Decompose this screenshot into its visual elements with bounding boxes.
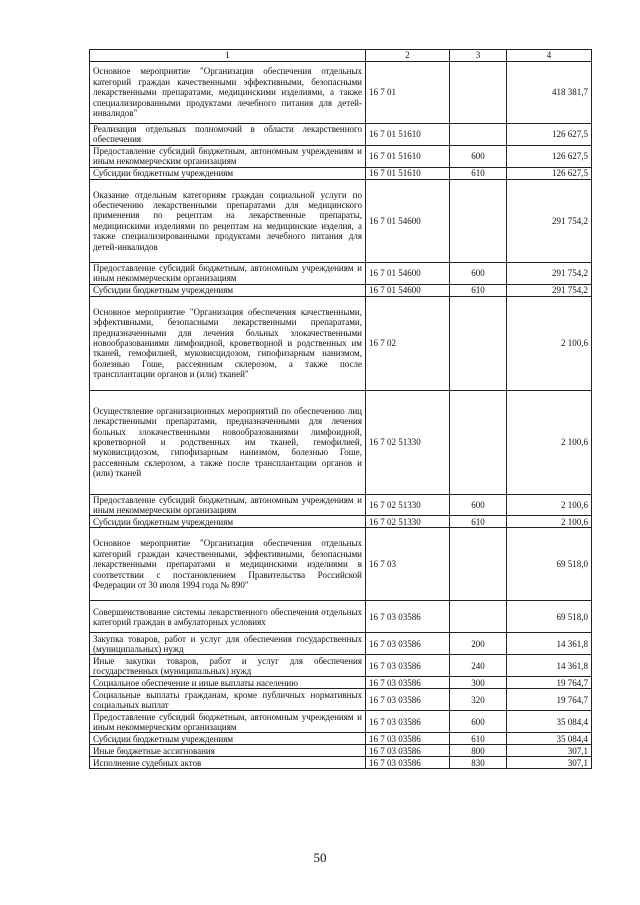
row-expense-type: 600	[450, 145, 507, 167]
row-code: 16 7 01	[366, 62, 450, 124]
row-expense-type	[450, 528, 507, 601]
row-code: 16 7 03 03586	[366, 689, 450, 711]
table-row	[90, 655, 592, 677]
row-name: Предоставление субсидий бюджетным, автономным учреждениям и иным некоммерческим организациям	[90, 262, 366, 284]
table-row	[90, 601, 592, 633]
row-code: 16 7 01 51610	[366, 124, 450, 146]
row-expense-type: 800	[450, 745, 507, 757]
row-amount: 2 100,6	[507, 516, 592, 528]
row-name: Основное мероприятие "Организация обеспечения качественными, эффективными, безопасными лекарственными препаратами, предназначенными для лечения больных злокачественными новообразованиями лимфоидной, кроветворной и родственных им тканей, гемофилией, муковисцидозом, гипофизарным нанизмом, болезнью Гоше, рассеянным склерозом, а также после трансплантации органов и (или) тканей"	[90, 296, 366, 390]
row-code: 16 7 03 03586	[366, 745, 450, 757]
row-name: Осуществление организационных мероприятий по обеспечению лиц лекарственными препаратами, предназначенными для лечения больных злокачественными новообразованиями лимфоидной, кроветворной и родственных им тканей, гемофилией, муковисцидозом, гипофизарным нанизмом, болезнью Гоше, рассеянным склерозом, а также после трансплантации органов и (или) тканей	[90, 390, 366, 494]
row-code: 16 7 03 03586	[366, 677, 450, 689]
row-name: Реализация отдельных полномочий в области лекарственного обеспечения	[90, 124, 366, 146]
table-row	[90, 711, 592, 733]
row-expense-type: 600	[450, 262, 507, 284]
budget-table	[89, 49, 592, 769]
row-expense-type: 610	[450, 733, 507, 745]
row-expense-type	[450, 296, 507, 390]
table-row	[90, 757, 592, 769]
row-code: 16 7 03 03586	[366, 757, 450, 769]
row-name: Основное мероприятие "Организация обеспечения отдельных категорий граждан качественными эффективными, безопасными лекарственными препаратами, медицинскими изделиями, а также специализированными продуктами лечебного питания для детей-инвалидов"	[90, 62, 366, 124]
row-amount: 14 361,8	[507, 633, 592, 655]
row-expense-type	[450, 62, 507, 124]
row-name: Предоставление субсидий бюджетным, автономным учреждениям и иным некоммерческим организациям	[90, 145, 366, 167]
table-row	[90, 677, 592, 689]
row-code: 16 7 03 03586	[366, 711, 450, 733]
row-code: 16 7 01 54600	[366, 284, 450, 296]
row-expense-type: 600	[450, 494, 507, 516]
row-code: 16 7 01 54600	[366, 179, 450, 262]
table-header-row	[90, 50, 592, 62]
row-name: Иные бюджетные ассигнования	[90, 745, 366, 757]
table-row	[90, 179, 592, 262]
table-row	[90, 494, 592, 516]
table-row	[90, 262, 592, 284]
table-row	[90, 284, 592, 296]
row-code: 16 7 02	[366, 296, 450, 390]
table-row	[90, 733, 592, 745]
row-name: Социальные выплаты гражданам, кроме публичных нормативных социальных выплат	[90, 689, 366, 711]
row-amount: 2 100,6	[507, 390, 592, 494]
row-code: 16 7 02 51330	[366, 390, 450, 494]
table-row	[90, 528, 592, 601]
row-expense-type: 600	[450, 711, 507, 733]
row-name: Закупка товаров, работ и услуг для обеспечения государственных (муниципальных) нужд	[90, 633, 366, 655]
row-amount: 35 084,4	[507, 711, 592, 733]
row-expense-type	[450, 390, 507, 494]
table-row	[90, 516, 592, 528]
row-name: Совершенствование системы лекарственного обеспечения отдельных категорий граждан в амбулаторных условиях	[90, 601, 366, 633]
header-col-3: 3	[450, 50, 507, 62]
table-row	[90, 124, 592, 146]
row-code: 16 7 03 03586	[366, 655, 450, 677]
row-expense-type: 610	[450, 516, 507, 528]
row-expense-type: 320	[450, 689, 507, 711]
row-amount: 14 361,8	[507, 655, 592, 677]
row-amount: 307,1	[507, 745, 592, 757]
table-row	[90, 745, 592, 757]
row-amount: 19 764,7	[507, 677, 592, 689]
row-code: 16 7 01 51610	[366, 145, 450, 167]
row-expense-type: 830	[450, 757, 507, 769]
row-code: 16 7 02 51330	[366, 516, 450, 528]
row-name: Предоставление субсидий бюджетным, автономным учреждениям и иным некоммерческим организациям	[90, 711, 366, 733]
row-expense-type: 300	[450, 677, 507, 689]
row-name: Оказание отдельным категориям граждан социальной услуги по обеспечению лекарственными препаратами для медицинского применения по рецептам на лекарственные препараты, медицинскими изделиями по рецептам на медицинские изделия, а также специализированными продуктами лечебного питания для детей-инвалидов	[90, 179, 366, 262]
table-row	[90, 390, 592, 494]
row-name: Социальное обеспечение и иные выплаты населению	[90, 677, 366, 689]
row-amount: 126 627,5	[507, 145, 592, 167]
row-expense-type: 610	[450, 167, 507, 179]
row-code: 16 7 01 54600	[366, 262, 450, 284]
row-amount: 291 754,2	[507, 179, 592, 262]
row-expense-type	[450, 601, 507, 633]
row-expense-type: 200	[450, 633, 507, 655]
row-code: 16 7 03	[366, 528, 450, 601]
row-amount: 69 518,0	[507, 528, 592, 601]
row-expense-type: 610	[450, 284, 507, 296]
row-name: Основное мероприятие "Организация обеспечения отдельных категорий граждан качественными, эффективными, безопасными лекарственными препаратами и медицинскими изделиями в соответствии с постановлением Правительства Российской Федерации от 30 июля 1994 года № 890"	[90, 528, 366, 601]
header-col-1: 1	[90, 50, 366, 62]
row-code: 16 7 01 51610	[366, 167, 450, 179]
table-row	[90, 633, 592, 655]
row-name: Субсидии бюджетным учреждениям	[90, 167, 366, 179]
header-col-4: 4	[507, 50, 592, 62]
row-amount: 126 627,5	[507, 124, 592, 146]
row-amount: 2 100,6	[507, 494, 592, 516]
table-row	[90, 62, 592, 124]
table-row	[90, 689, 592, 711]
table-row	[90, 167, 592, 179]
row-name: Иные закупки товаров, работ и услуг для обеспечения государственных (муниципальных) нужд	[90, 655, 366, 677]
row-amount: 19 764,7	[507, 689, 592, 711]
row-expense-type	[450, 124, 507, 146]
row-amount: 35 084,4	[507, 733, 592, 745]
page-number: 50	[313, 850, 327, 865]
row-amount: 418 381,7	[507, 62, 592, 124]
row-amount: 291 754,2	[507, 262, 592, 284]
row-amount: 126 627,5	[507, 167, 592, 179]
row-amount: 2 100,6	[507, 296, 592, 390]
header-col-2: 2	[366, 50, 450, 62]
row-name: Субсидии бюджетным учреждениям	[90, 516, 366, 528]
table-row	[90, 296, 592, 390]
row-name: Субсидии бюджетным учреждениям	[90, 284, 366, 296]
row-name: Субсидии бюджетным учреждениям	[90, 733, 366, 745]
row-expense-type: 240	[450, 655, 507, 677]
row-code: 16 7 03 03586	[366, 733, 450, 745]
row-expense-type	[450, 179, 507, 262]
row-amount: 291 754,2	[507, 284, 592, 296]
row-name: Предоставление субсидий бюджетным, автономным учреждениям и иным некоммерческим организациям	[90, 494, 366, 516]
row-code: 16 7 02 51330	[366, 494, 450, 516]
table-row	[90, 145, 592, 167]
row-amount: 307,1	[507, 757, 592, 769]
row-amount: 69 518,0	[507, 601, 592, 633]
row-code: 16 7 03 03586	[366, 633, 450, 655]
row-code: 16 7 03 03586	[366, 601, 450, 633]
row-name: Исполнение судебных актов	[90, 757, 366, 769]
